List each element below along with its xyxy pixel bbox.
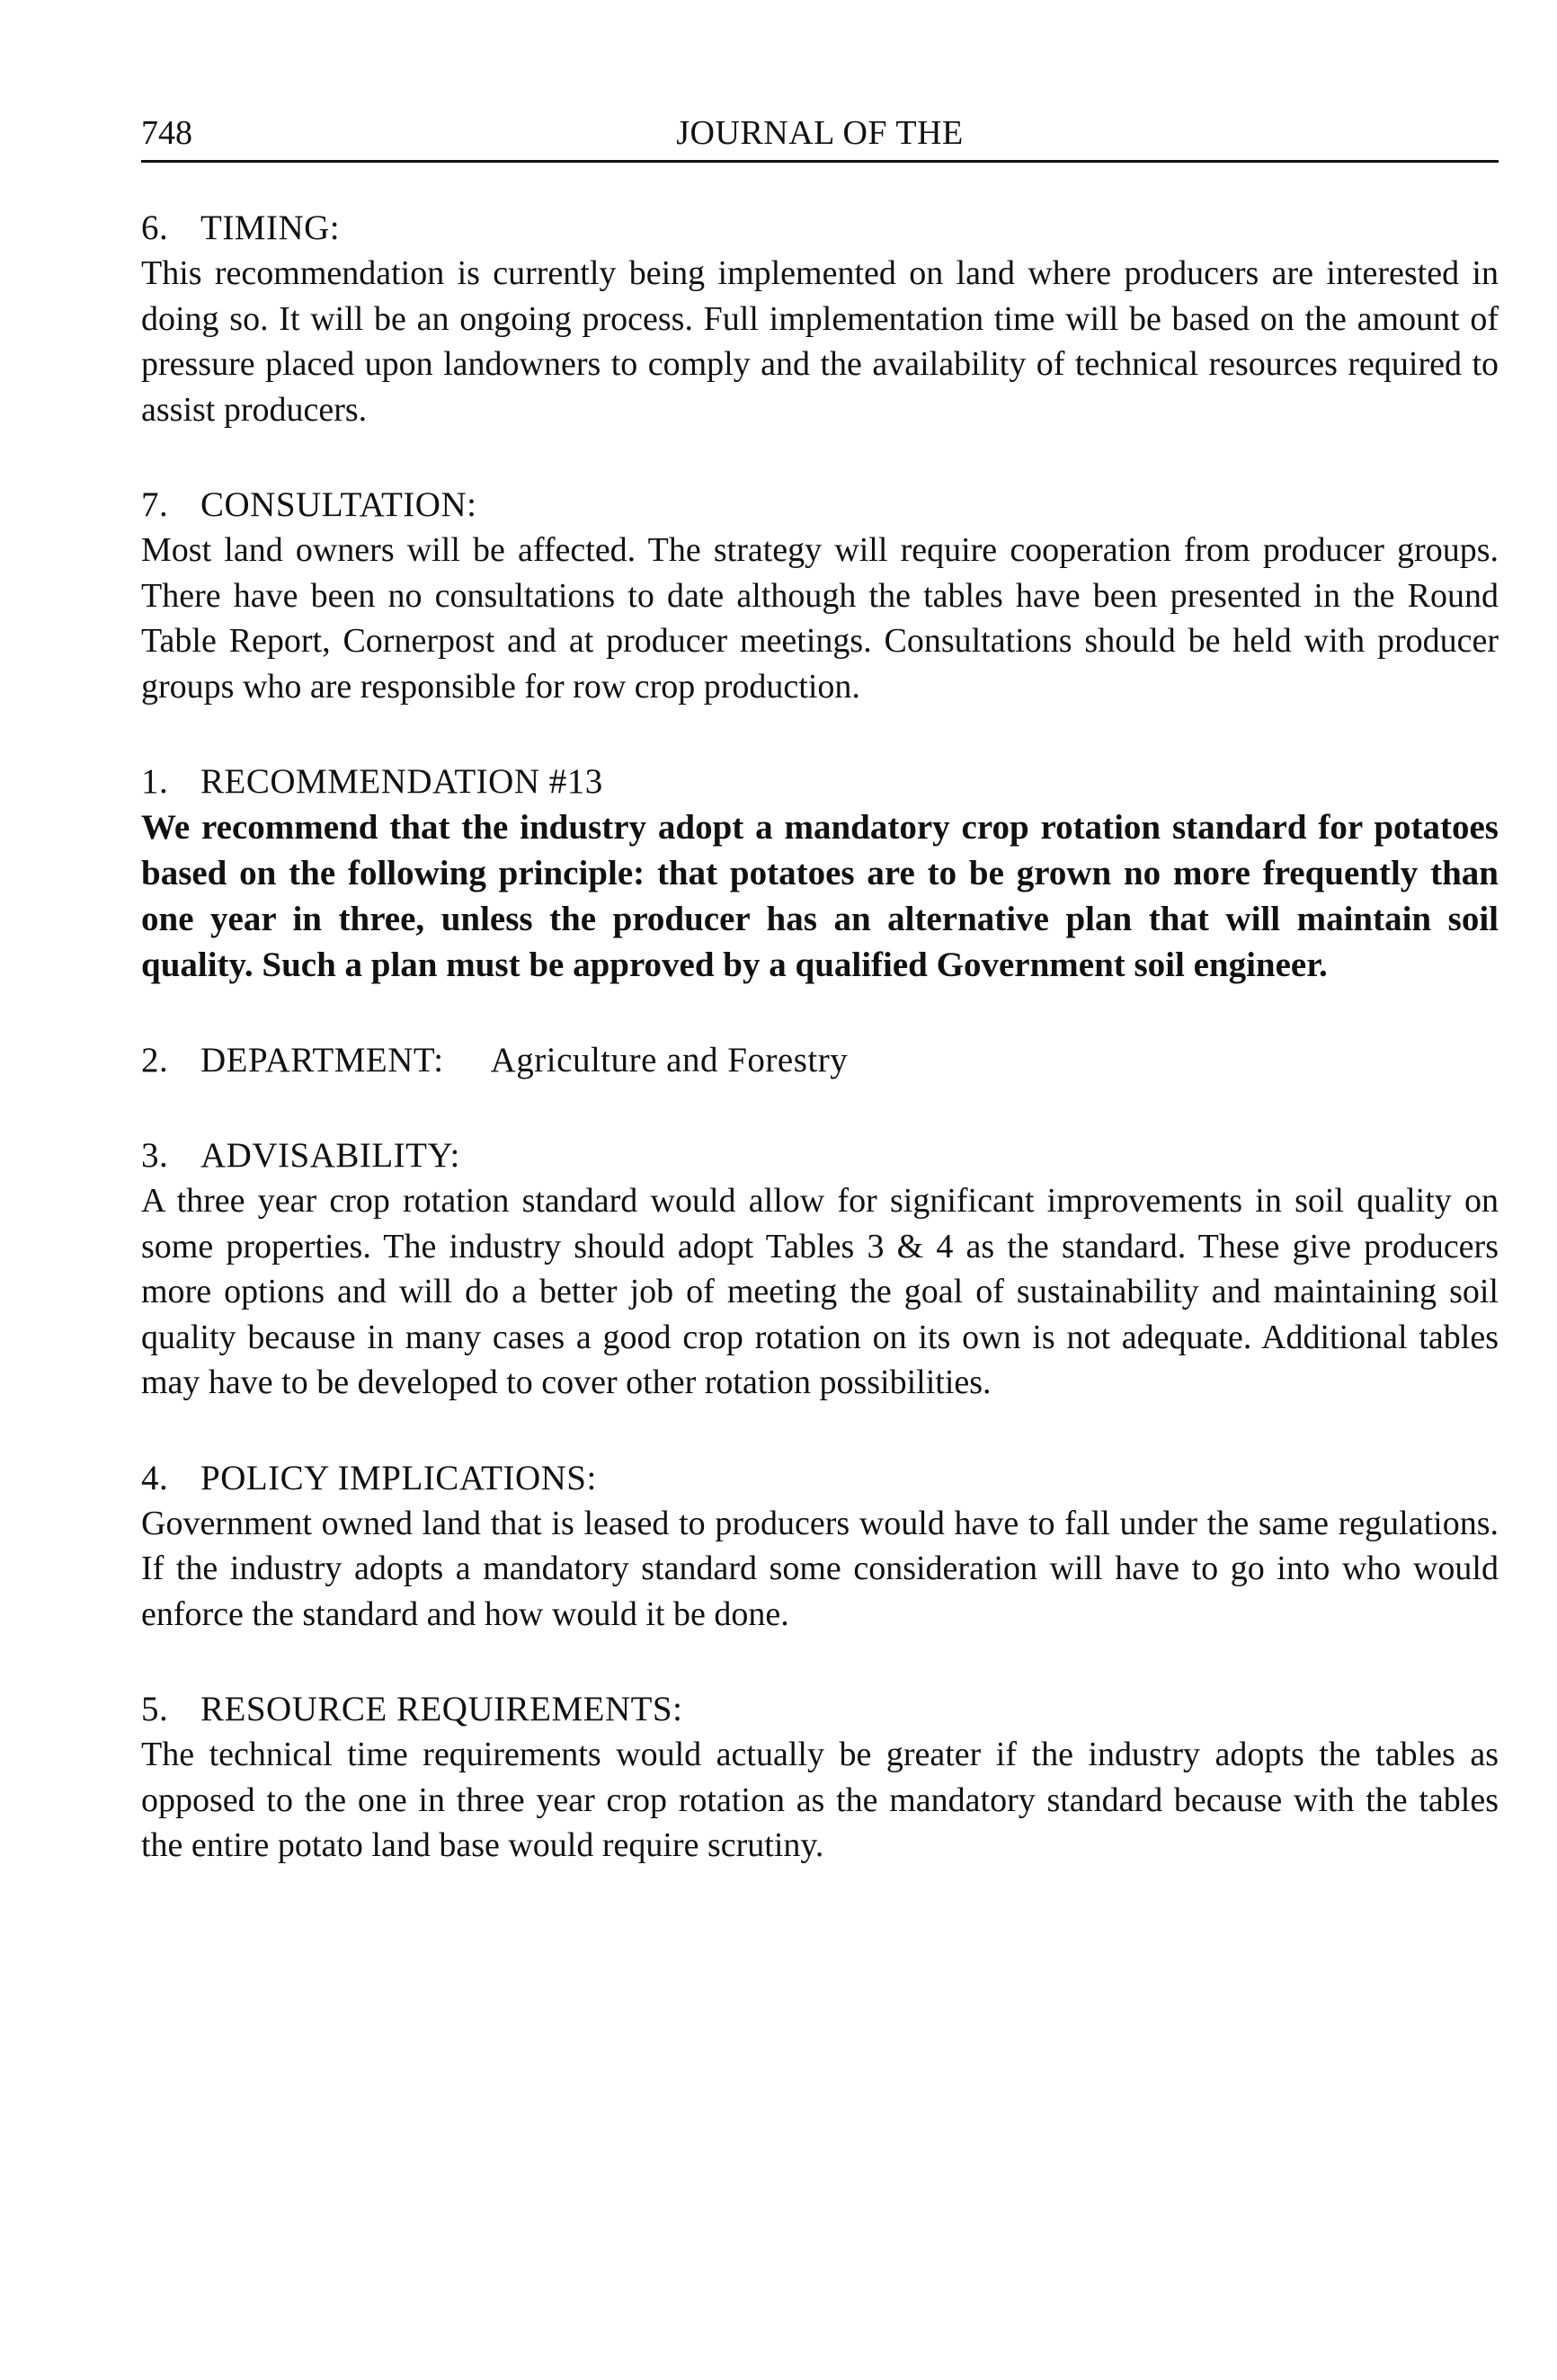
section-heading	[141, 1456, 1499, 1501]
section-body: A three year crop rotation standard would allow for significant improvements in soil quality on some properties. The industry should adopt Tables 3 & 4 as the standard. These give producers more options and will do a better job of meeting the goal of sustainability and maintaining soil quality because in many cases a good crop rotation on its own is not adequate. Additional tables may have to be developed to cover other rotation possibilities.	[141, 1182, 1499, 1401]
section-advisability	[141, 1133, 1499, 1406]
section-title: POLICY IMPLICATIONS:	[200, 1458, 597, 1497]
section-title: RECOMMENDATION #13	[200, 762, 603, 801]
section-title: CONSULTATION:	[200, 485, 477, 524]
section-number: 7.	[141, 485, 169, 524]
section-heading	[141, 1038, 1499, 1083]
section-title: ADVISABILITY:	[200, 1136, 460, 1175]
section-body: This recommendation is currently being implemented on land where producers are interested in doing so. It will be an ongoing process. Full implementation time will be based on the amount of pressure placed upon landowners to comply and the availability of technical resources required to assist producers.	[141, 254, 1499, 429]
section-number: 4.	[141, 1458, 169, 1497]
section-number: 2.	[141, 1041, 169, 1079]
section-body: Most land owners will be affected. The strategy will require cooperation from producer groups. There have been no consultations to date although the tables have been presented in the Round Table Report, Cornerpost and at producer meetings. Consultations should be held with producer groups who are responsible for row crop production.	[141, 531, 1499, 706]
section-heading	[141, 1133, 1499, 1178]
section-number: 6.	[141, 209, 169, 247]
department-value: Agriculture and Forestry	[490, 1041, 849, 1079]
section-title: TIMING:	[200, 209, 341, 247]
recommendation-text: We recommend that the industry adopt a mandatory crop rotation standard for potatoes based on the following principle: that potatoes are to be grown no more frequently than one year in three, unless the producer has an alternative plan that will maintain soil quality. Such a plan must be approved by a qualified Government soil engineer.	[141, 808, 1499, 984]
section-body: Government owned land that is leased to producers would have to fall under the same regulations. If the industry adopts a mandatory standard some consideration will have to go into who would enforce the standard and how would it be done.	[141, 1504, 1499, 1633]
section-number: 1.	[141, 762, 169, 801]
section-resource-requirements	[141, 1687, 1499, 1869]
section-body: The technical time requirements would actually be greater if the industry adopts the tables as opposed to the one in three year crop rotation as the mandatory standard because with the tables the entire potato land base would require scrutiny.	[141, 1736, 1499, 1864]
section-timing	[141, 206, 1499, 432]
section-recommendation	[141, 759, 1499, 988]
section-title: DEPARTMENT:	[200, 1041, 444, 1079]
section-consultation	[141, 483, 1499, 709]
section-number: 5.	[141, 1690, 169, 1728]
section-number: 3.	[141, 1136, 169, 1175]
section-heading	[141, 483, 1499, 528]
section-heading	[141, 1687, 1499, 1732]
page-number: 748	[141, 114, 192, 152]
running-head	[141, 113, 1499, 163]
section-department	[141, 1038, 1499, 1083]
section-policy-implications	[141, 1456, 1499, 1638]
section-heading	[141, 206, 1499, 251]
journal-title: JOURNAL OF THE	[676, 114, 964, 152]
section-title: RESOURCE REQUIREMENTS:	[200, 1690, 683, 1728]
section-heading	[141, 759, 1499, 804]
